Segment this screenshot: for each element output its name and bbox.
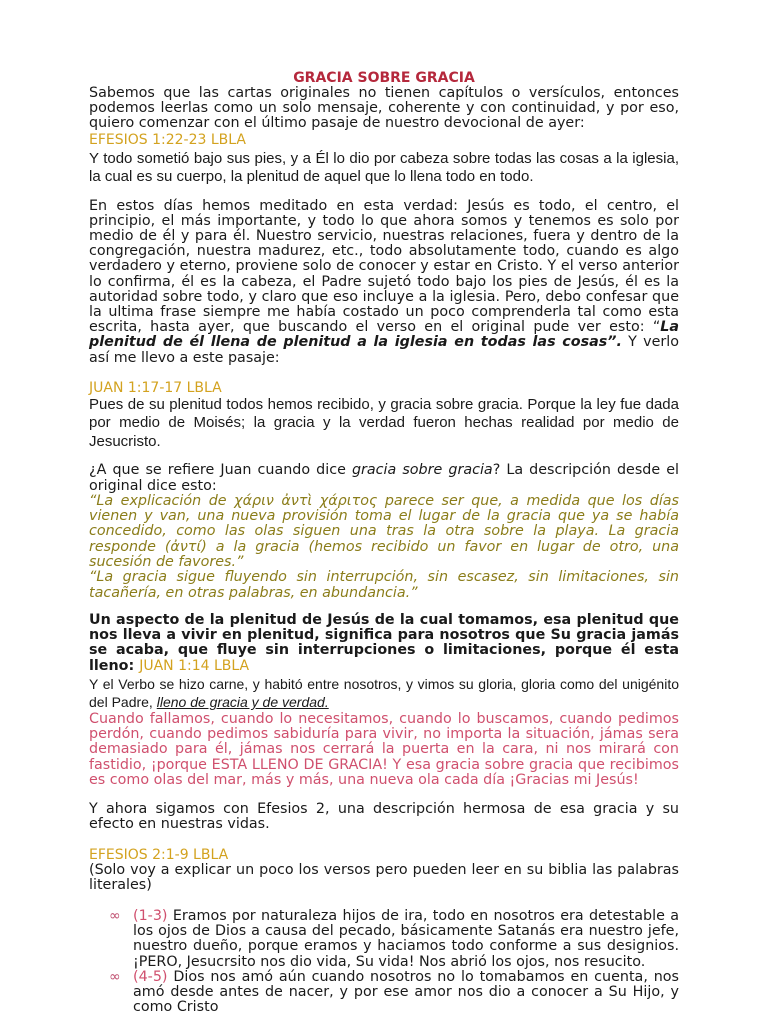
scripture-reference: JUAN 1:17-17 LBLA	[89, 379, 222, 396]
paragraph-text: Y verlo así me llevo a este pasaje:	[89, 334, 679, 366]
scripture-reference: JUAN 1:14 LBLA	[139, 658, 250, 675]
paragraph-text: ? La descripción desde el original dice esto:	[89, 462, 680, 494]
verse-text	[89, 675, 679, 712]
verse-range: (4-5)	[133, 968, 168, 985]
infinity-bullet-icon: ∞	[109, 968, 121, 985]
list-item-body: Dios nos amó aún cuando nosotros no lo tomabamos en cuenta, nos amó desde antes de nacer, y por ese amor nos dio a conocer a Su Hijo, y como Cristo	[133, 968, 679, 1016]
paragraph-text: Un aspecto de la plenitud de Jesús de la cual tomamos, esa plenitud que nos lleva a vivir en plenitud, significa para nosotros que Su gracia jamás se acaba, que fluye sin interrupciones o limitaciones, porque él esta lleno:	[89, 611, 679, 675]
verse-range: (1-3)	[133, 907, 168, 924]
scripture-reference: EFESIOS 1:22-23 LBLA	[89, 131, 246, 148]
paragraph-text: ¿A que se refiere Juan cuando dice	[89, 462, 352, 479]
infinity-bullet-icon: ∞	[109, 907, 121, 924]
scripture-reference: EFESIOS 2:1-9 LBLA	[89, 846, 229, 863]
intro-paragraph: Sabemos que las cartas originales no tienen capítulos o versículos, entonces podemos leerlas como un solo mensaje, coherente y con continuidad, y por eso, quiero comenzar con el último pasaje de nuestro devocional de ayer:	[89, 85, 679, 132]
document-page	[89, 70, 679, 1015]
body-paragraph	[89, 199, 679, 366]
list-item-text	[133, 970, 679, 1016]
list-item-body: Eramos por naturaleza hijos de ira, todo en nosotros era detestable a los ojos de Dios a causa del pecado, básicamente Satanás era nuestro jefe, nuestro dueño, porque eramos y haciamos todo conforme a sus designios. ¡PERO, Jesucrsito nos dio vida, Su vida! Nos abrió los ojos, nos resucito.	[133, 907, 679, 970]
verse-text: Pues de su plenitud todos hemos recibido, y gracia sobre gracia. Porque la ley fue dada por medio de Moisés; la gracia y la verdad fueron hechas realidad por medio de Jesucristo.	[89, 395, 679, 450]
quoted-explanation: “La explicación de χάριν ἀντὶ χάριτος parece ser que, a medida que los días vienen y van, una nueva provisión toma el lugar de la gracia que ya se había concedido, como las olas siguen una tras la otra sobre la playa. La gracia responde (ἀντί) a la gracia (hemos recibido un favor en lugar de otro, una sucesión de favores.”	[89, 492, 679, 570]
list-item-text	[133, 909, 679, 970]
list-item	[89, 909, 679, 970]
document-title: GRACIA SOBRE GRACIA	[293, 70, 475, 86]
body-paragraph	[89, 613, 679, 675]
emphasized-quote: La plenitud de él llena de plenitud a la iglesia en todas las cosas”.	[89, 319, 679, 351]
verse-body: Y el Verbo se hizo carne, y habitó entre nosotros, y vimos su gloria, gloria como del unigénito del Padre,	[89, 675, 679, 711]
body-paragraph	[89, 463, 679, 493]
list-item	[89, 970, 679, 1016]
body-paragraph: (Solo voy a explicar un poco los versos pero pueden leer en su biblia las palabras literales)	[89, 861, 679, 893]
quoted-explanation: “La gracia sigue fluyendo sin interrupción, sin escasez, sin limitaciones, sin tacañería, en otras palabras, en abundancia.”	[89, 569, 679, 601]
verse-text: Y todo sometió bajo sus pies, y a Él lo dio por cabeza sobre todas las cosas a la iglesia, la cual es su cuerpo, la plenitud de aquel que lo llena todo en todo.	[89, 149, 679, 186]
paragraph-text: En estos días hemos meditado en esta verdad: Jesús es todo, el centro, el principio, el más importante, y todo lo que ahora somos y tenemos es solo por medio de él y para él. Nuestro servicio, nuestras relaciones, fuera y dentro de la congregación, nuestra madurez, etc., todo absolutamente todo, cuando es algo verdadero y eterno, proviene solo de conocer y estar en Cristo. Y el verso anterior lo confirma, él es la cabeza, el Padre sujetó todo bajo los pies de Jesús, él es la autoridad sobre todo, y claro que eso incluye a la iglesia. Pero, debo confesar que la ultima frase siempre me había costado un poco comprenderla tal como esta escrita, hasta ayer, que buscando el verso en el original pude ver esto: “	[89, 197, 679, 336]
emphasized-phrase: lleno de gracia y de verdad.	[156, 694, 329, 711]
emphasized-phrase: gracia sobre gracia	[351, 462, 493, 479]
highlighted-paragraph: Cuando fallamos, cuando lo necesitamos, cuando lo buscamos, cuando pedimos perdón, cuando pedimos sabiduría para vivir, no importa la situación, jámas sera demasiado para él, jámas nos cerrará la puerta en la cara, ni nos mirará con fastidio, ¡porque ESTA LLENO DE GRACIA! Y esa gracia sobre gracia que recibimos es como olas del mar, más y más, una nueva ola cada día ¡Gracias mi Jesús!	[89, 710, 679, 788]
body-paragraph: Y ahora sigamos con Efesios 2, una descripción hermosa de esa gracia y su efecto en nuestras vidas.	[89, 801, 679, 833]
